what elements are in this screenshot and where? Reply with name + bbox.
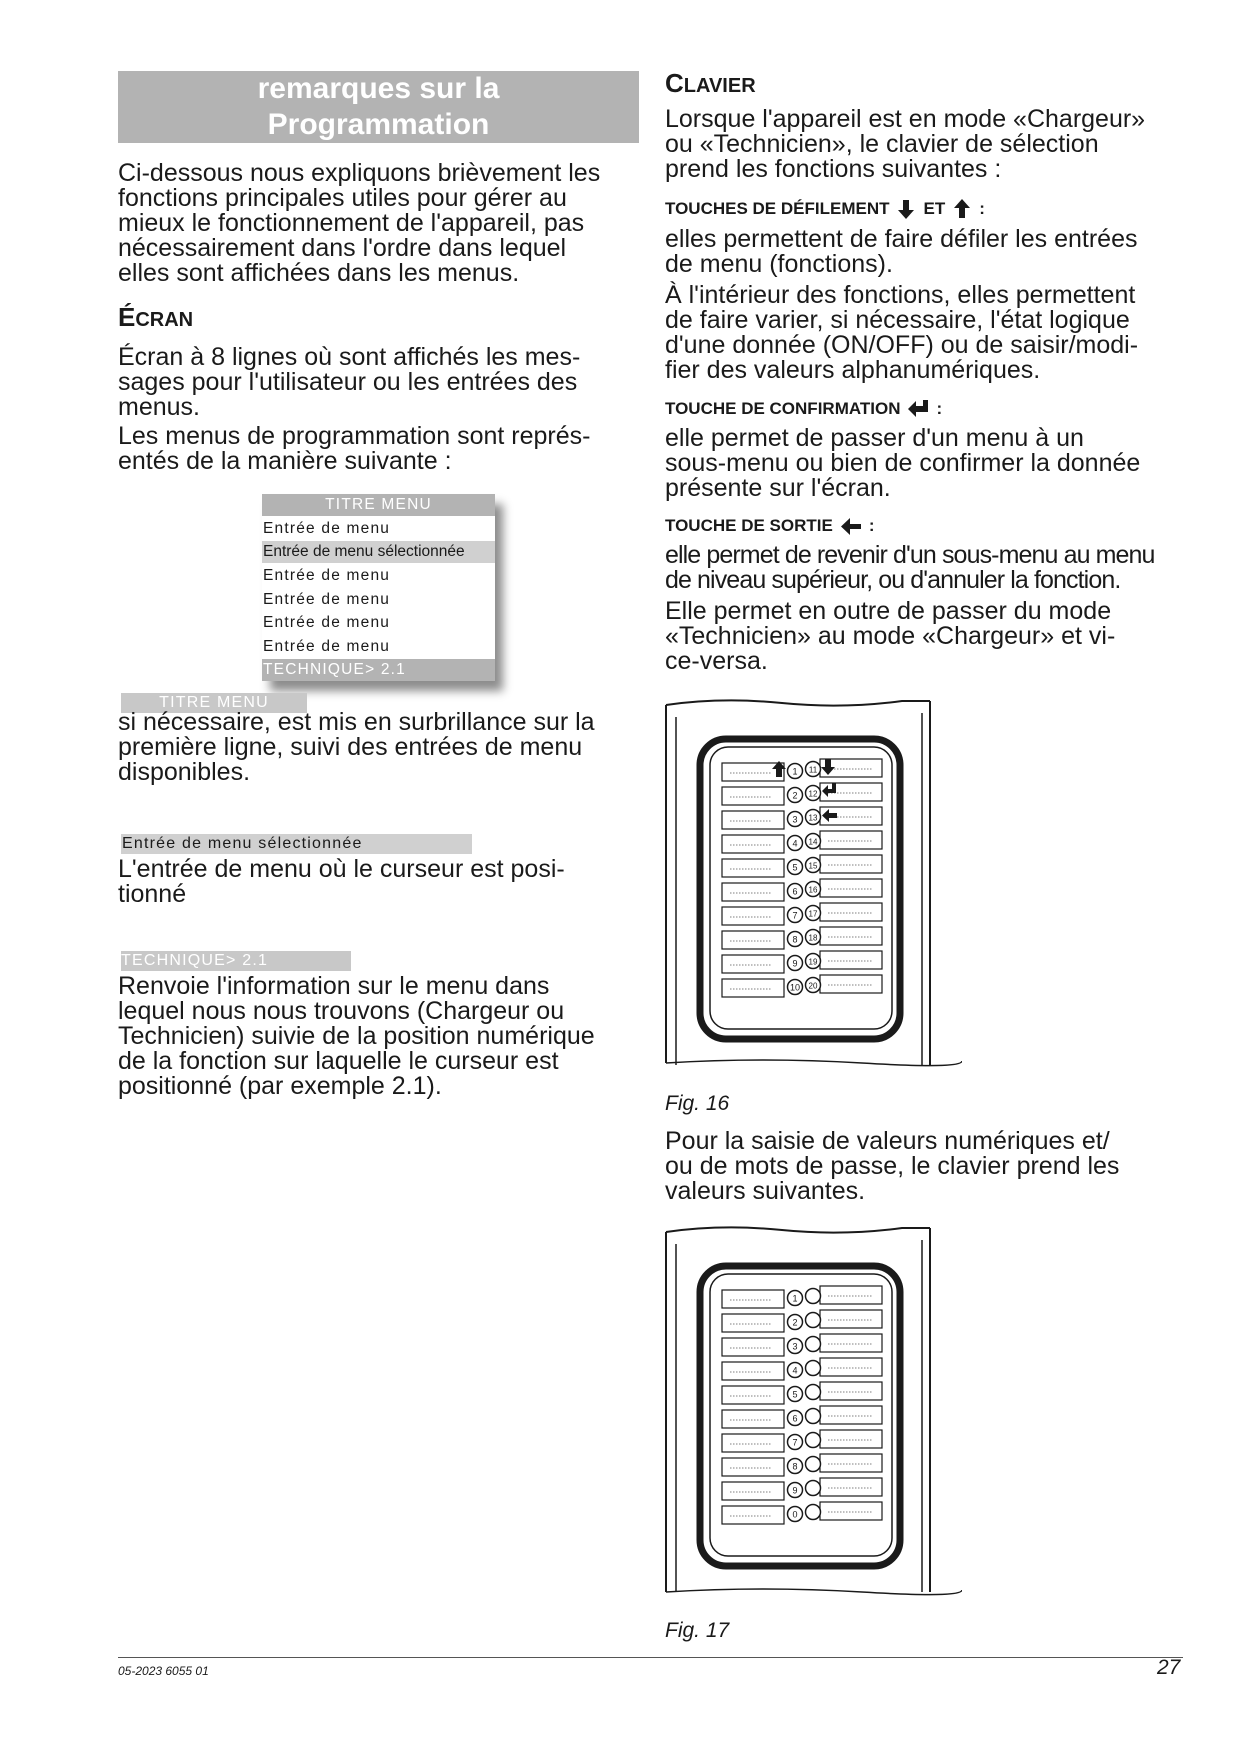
- key-number: 7: [792, 1437, 798, 1448]
- titre-description: [118, 710, 595, 785]
- key-label-slot: [722, 1458, 784, 1476]
- keypad-key[interactable]: [806, 1505, 821, 1520]
- titre-menu-label: TITRE MENU: [121, 693, 307, 713]
- menu-footer-row: TECHNIQUE> 2.1: [262, 659, 495, 681]
- text-line: Écran à 8 lignes où sont affichés les mes-: [118, 343, 581, 371]
- key-number: 6: [792, 1413, 798, 1424]
- key-label-slot: [722, 931, 784, 949]
- text-line: prend les fonctions suivantes :: [665, 155, 1002, 183]
- key-number: 6: [792, 886, 798, 897]
- back-arrow-icon: [839, 515, 863, 537]
- text-line: Elle permet en outre de passer du mode: [665, 597, 1112, 625]
- key-label-slot: [722, 1410, 784, 1428]
- key-label-slot: [820, 1382, 882, 1400]
- key-number: 9: [792, 1485, 798, 1496]
- text-line: ou de mots de passe, le clavier prend les: [665, 1152, 1120, 1180]
- key-label-slot: [820, 879, 882, 897]
- key-label-slot: [820, 1286, 882, 1304]
- key-number: 19: [808, 957, 818, 967]
- text-line: sages pour l'utilisateur ou les entrées des: [118, 368, 578, 396]
- keypad-key[interactable]: [806, 1457, 821, 1472]
- text-line: si nécessaire, est mis en surbrillance sur la: [118, 708, 595, 736]
- key-label-slot: [722, 1362, 784, 1380]
- heading-rest: LAVIER: [683, 75, 756, 97]
- heading-text: :: [868, 516, 875, 535]
- heading-text: ET: [923, 199, 946, 218]
- key-label-slot: [722, 1434, 784, 1452]
- key-label-slot: [722, 1338, 784, 1356]
- heading-text: :: [979, 199, 985, 218]
- figure-17-caption: Fig. 17: [665, 1619, 730, 1642]
- key-label-slot: [820, 927, 882, 945]
- text-line: d'une donnée (ON/OFF) ou de saisir/modi-: [665, 331, 1139, 359]
- key-label-slot: [820, 1502, 882, 1520]
- key-number: 4: [792, 1365, 798, 1376]
- figure-16-caption: Fig. 16: [665, 1092, 730, 1115]
- key-number: 3: [792, 1341, 798, 1352]
- footer-rule: [118, 1657, 1183, 1658]
- key-label-slot: [820, 1430, 882, 1448]
- keypad-figure-16: [662, 693, 962, 1073]
- text-line: tionné: [118, 880, 187, 908]
- text-line: fonctions principales utiles pour gérer au: [118, 184, 567, 212]
- clavier-heading: [665, 68, 756, 99]
- key-number: 10: [789, 982, 801, 993]
- key-number: 18: [808, 933, 818, 943]
- exit-key-heading: [665, 515, 875, 537]
- text-line: elle permet de passer d'un menu à un: [665, 424, 1084, 452]
- keypad-key[interactable]: [806, 1409, 821, 1424]
- keypad-key[interactable]: [806, 1289, 821, 1304]
- text-line: mieux le fonctionnement de l'appareil, pas: [118, 209, 585, 237]
- heading-text: TOUCHE DE SORTIE: [665, 516, 833, 535]
- key-label-slot: [722, 1482, 784, 1500]
- key-number: 5: [792, 862, 798, 873]
- text-line: entés de la manière suivante :: [118, 447, 452, 475]
- text-line: disponibles.: [118, 758, 251, 786]
- intro-paragraph: [118, 161, 600, 286]
- key-number: 1: [792, 1293, 798, 1304]
- text-line: valeurs suivantes.: [665, 1177, 866, 1205]
- scroll-keys-heading: [665, 198, 985, 220]
- key-label-slot: [820, 831, 882, 849]
- text-line: première ligne, suivi des entrées de menu: [118, 733, 583, 761]
- selected-entry-description: [118, 857, 565, 907]
- text-line: Technicien) suivie de la position numérique: [118, 1022, 595, 1050]
- confirm-key-paragraph: [665, 426, 1140, 501]
- key-number: 5: [792, 1389, 798, 1400]
- text-line: Renvoie l'information sur le menu dans: [118, 972, 550, 1000]
- text-line: Ci-dessous nous expliquons brièvement les: [118, 159, 601, 187]
- text-line: elle permet de revenir d'un sous-menu au menu: [665, 541, 1155, 569]
- key-label-slot: [722, 1506, 784, 1524]
- section-title-box: [118, 71, 639, 143]
- text-line: Lorsque l'appareil est en mode «Chargeur»: [665, 105, 1146, 133]
- text-line: ou «Technicien», le clavier de sélection: [665, 130, 1099, 158]
- key-number: 2: [792, 790, 798, 801]
- ecran-paragraph-2: [118, 424, 590, 474]
- keypad-key[interactable]: [806, 1385, 821, 1400]
- text-line: présente sur l'écran.: [665, 474, 891, 502]
- keypad-key[interactable]: [806, 1481, 821, 1496]
- keypad-key[interactable]: [806, 1433, 821, 1448]
- menu-example-screen: [262, 494, 495, 681]
- section-title-line1: remarques sur la: [257, 72, 500, 105]
- text-line: elles permettent de faire défiler les entrées: [665, 225, 1138, 253]
- menu-entry-row: Entrée de menu: [263, 614, 391, 631]
- text-line: À l'intérieur des fonctions, elles permettent: [665, 281, 1136, 309]
- menu-entry-row: Entrée de menu: [263, 638, 391, 655]
- text-line: ce-versa.: [665, 647, 768, 675]
- menu-entry-row: Entrée de menu: [263, 567, 391, 584]
- key-label-slot: [722, 979, 784, 997]
- section-title-line2: Programmation: [267, 108, 490, 141]
- text-line: nécessairement dans l'ordre dans lequel: [118, 234, 567, 262]
- key-label-slot: [820, 1478, 882, 1496]
- key-label-slot: [820, 1310, 882, 1328]
- key-label-slot: [820, 1406, 882, 1424]
- heading-text: TOUCHE DE CONFIRMATION: [665, 399, 901, 418]
- heading-cap: C: [665, 68, 684, 98]
- key-number: 3: [792, 814, 798, 825]
- text-line: fier des valeurs alphanumériques.: [665, 356, 1041, 384]
- key-number: 14: [808, 837, 818, 847]
- menu-selected-row: Entrée de menu sélectionnée: [262, 541, 495, 563]
- key-number: 11: [808, 765, 818, 775]
- key-label-slot: [820, 1358, 882, 1376]
- key-number: 16: [808, 885, 818, 895]
- text-line: elles sont affichées dans les menus.: [118, 259, 520, 287]
- key-number: 13: [808, 813, 818, 823]
- key-label-slot: [722, 955, 784, 973]
- clavier-paragraph: [665, 107, 1145, 182]
- page-number: 27: [1157, 1656, 1181, 1679]
- heading-text: TOUCHES DE DÉFILEMENT: [665, 199, 890, 218]
- key-label-slot: [722, 1290, 784, 1308]
- menu-entry-row: Entrée de menu: [263, 591, 391, 608]
- key-number: 7: [792, 910, 798, 921]
- key-label-slot: [722, 907, 784, 925]
- keypad-key[interactable]: [806, 1337, 821, 1352]
- key-number: 9: [792, 958, 798, 969]
- exit-key-paragraph-2: [665, 599, 1115, 674]
- menu-entry-row: Entrée de menu: [263, 520, 391, 537]
- text-line: de menu (fonctions).: [665, 250, 893, 278]
- key-number: 1: [792, 766, 798, 777]
- heading-cap: É: [118, 302, 136, 332]
- text-line: menus.: [118, 393, 200, 421]
- exit-key-paragraph-1: [665, 543, 1155, 593]
- key-label-slot: [722, 811, 784, 829]
- heading-text: :: [936, 399, 943, 418]
- text-line: de niveau supérieur, ou d'annuler la fonction.: [665, 566, 1121, 594]
- footer-doc-code: 05-2023 6055 01: [118, 1664, 209, 1678]
- menu-title-row: TITRE MENU: [262, 494, 495, 516]
- technique-label: TECHNIQUE> 2.1: [121, 951, 351, 971]
- arrow-down-icon: [895, 198, 917, 220]
- key-number: 12: [808, 789, 818, 799]
- text-line: Pour la saisie de valeurs numériques et/: [665, 1127, 1110, 1155]
- key-number: 15: [808, 861, 818, 871]
- key-number: 20: [808, 981, 818, 991]
- keypad-key[interactable]: [806, 1361, 821, 1376]
- key-label-slot: [722, 763, 784, 781]
- key-label-slot: [820, 951, 882, 969]
- key-number: 0: [792, 1509, 798, 1520]
- text-line: «Technicien» au mode «Chargeur» et vi-: [665, 622, 1116, 650]
- text-line: de faire varier, si nécessaire, l'état logique: [665, 306, 1130, 334]
- key-label-slot: [820, 855, 882, 873]
- key-number: 8: [792, 1461, 798, 1472]
- selected-entry-label: Entrée de menu sélectionnée: [121, 834, 472, 854]
- keypad-figure-17: [662, 1220, 962, 1600]
- key-number: 2: [792, 1317, 798, 1328]
- key-label-slot: [820, 975, 882, 993]
- text-line: lequel nous nous trouvons (Chargeur ou: [118, 997, 565, 1025]
- key-number: 4: [792, 838, 798, 849]
- text-line: sous-menu ou bien de confirmer la donnée: [665, 449, 1141, 477]
- scroll-keys-paragraph-2: [665, 283, 1138, 383]
- keypad-key[interactable]: [806, 1313, 821, 1328]
- technique-description: [118, 974, 595, 1099]
- key-number: 17: [808, 909, 818, 919]
- key-label-slot: [722, 1314, 784, 1332]
- arrow-up-icon: [951, 198, 973, 220]
- text-line: Les menus de programmation sont représ-: [118, 422, 591, 450]
- heading-rest: CRAN: [135, 309, 194, 331]
- enter-arrow-icon: [906, 398, 930, 420]
- confirm-key-heading: [665, 398, 942, 420]
- key-number: 8: [792, 934, 798, 945]
- scroll-keys-paragraph-1: [665, 227, 1137, 277]
- key-label-slot: [722, 787, 784, 805]
- numeric-entry-paragraph: [665, 1129, 1119, 1204]
- key-label-slot: [820, 1454, 882, 1472]
- ecran-paragraph-1: [118, 345, 580, 420]
- text-line: positionné (par exemple 2.1).: [118, 1072, 442, 1100]
- key-label-slot: [722, 883, 784, 901]
- key-label-slot: [820, 1334, 882, 1352]
- key-label-slot: [722, 1386, 784, 1404]
- text-line: L'entrée de menu où le curseur est posi-: [118, 855, 565, 883]
- key-label-slot: [722, 835, 784, 853]
- ecran-heading: [118, 302, 193, 333]
- key-label-slot: [820, 903, 882, 921]
- key-label-slot: [722, 859, 784, 877]
- text-line: de la fonction sur laquelle le curseur est: [118, 1047, 559, 1075]
